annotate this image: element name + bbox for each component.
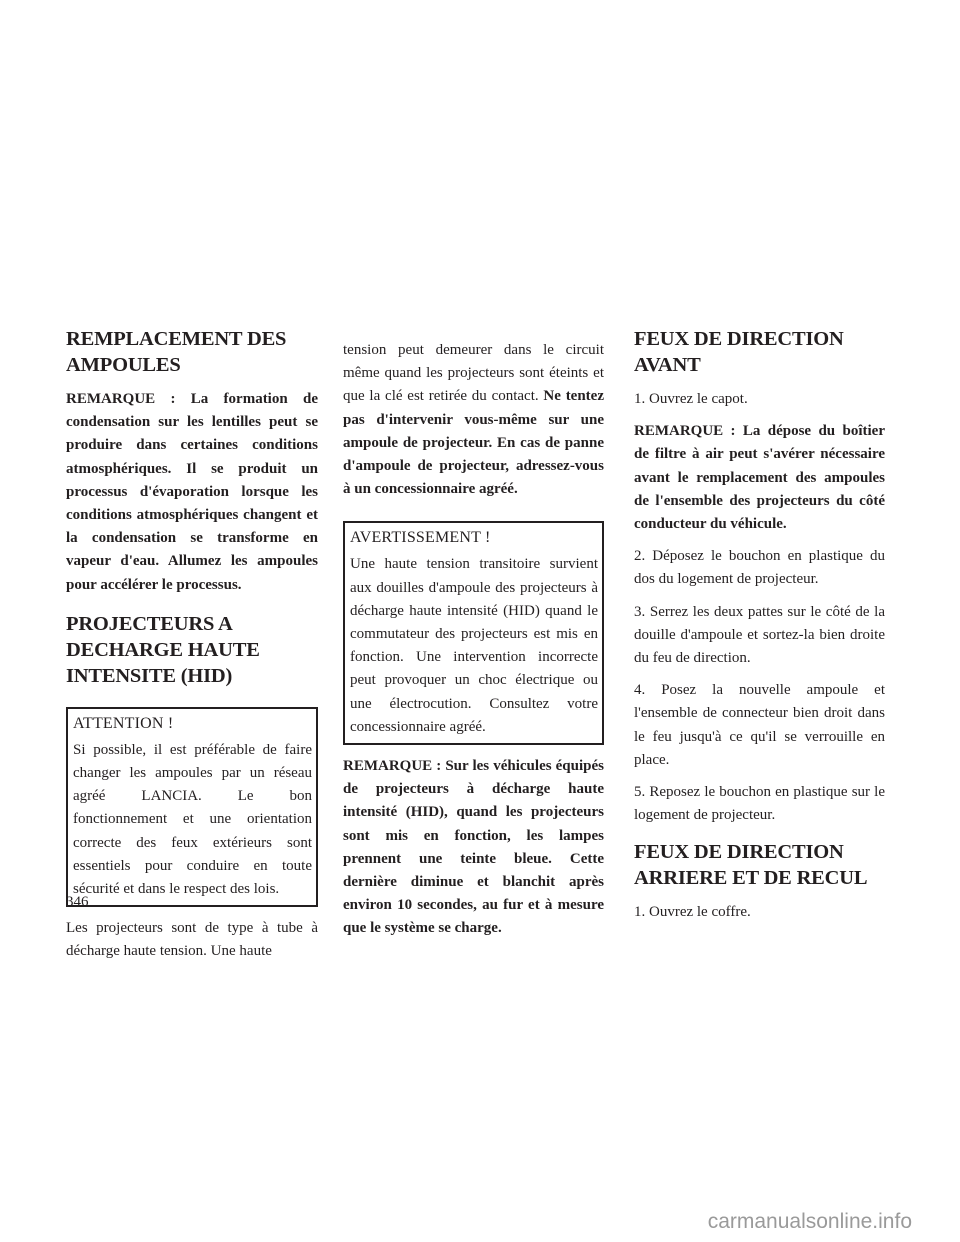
column-1: [66, 326, 318, 973]
warning-text: Une haute tension transitoire survient aux douilles d'ampoule des projecteurs à décharge haute intensité (HID) quand le commutateur des projecteurs est mis en fonction. Une intervention incorrecte peut provoquer un choc électrique ou une électrocution. Consultez votre concessionnaire agréé.: [350, 556, 598, 735]
step-1: 1. Ouvrez le capot.: [634, 391, 748, 407]
step-4: 4. Posez la nouvelle ampoule et l'ensemble de connecteur bien droit dans le feu jusqu'à ce qu'il se verrouille en place.: [634, 682, 885, 768]
caution-box: [66, 707, 318, 907]
warning-box: [343, 521, 604, 745]
section-heading-rear-turn-signals: FEUX DE DIRECTION ARRIERE ET DE RECUL: [634, 841, 868, 890]
step-5: 5. Reposez le bouchon en plastique sur le logement de projecteur.: [634, 784, 885, 824]
step-2: 2. Déposez le bouchon en plastique du dos du logement de projecteur.: [634, 548, 885, 588]
page-number: 346: [66, 894, 89, 910]
section-heading-hid-headlamps: PROJECTEURS A DECHARGE HAUTE INTENSITE (HID): [66, 612, 260, 687]
warning-title: AVERTISSEMENT !: [350, 529, 491, 547]
column-2: [343, 339, 604, 950]
watermark: carmanualsonline.info: [707, 1210, 912, 1233]
section-heading-bulb-replacement: REMPLACEMENT DES AMPOULES: [66, 328, 287, 376]
paragraph-hid-continued: [343, 339, 604, 501]
paragraph-text: tension peut demeurer dans le circuit même quand les projecteurs sont éteints et que la clé est retirée du contact.: [343, 342, 604, 405]
note-condensation: REMARQUE : La formation de condensation sur les lentilles peut se produire dans certaines conditions atmosphériques. Il se produit un processus d'évaporation lorsque les conditions atmosphériques changent et la condensation se transforme en vapeur d'eau. Allumez les ampoules pour accélérer le processus.: [66, 391, 318, 593]
paragraph-hid-intro: Les projecteurs sont de type à tube à décharge haute tension. Une haute: [66, 920, 318, 960]
column-3: [634, 326, 885, 934]
section-heading-front-turn-signals: FEUX DE DIRECTION AVANT: [634, 328, 844, 376]
paragraph-bold-warning: Ne tentez pas d'intervenir vous-même sur une ampoule de projecteur. En cas de panne d'ampoule de projecteur, adressez-vous à un concessionnaire agréé.: [343, 388, 604, 498]
caution-title: ATTENTION !: [73, 714, 174, 732]
note-hid-blue-tint: REMARQUE : Sur les véhicules équipés de projecteurs à décharge haute intensité (HID), quand les projecteurs sont mis en fonction, les lampes prennent une teinte bleue. Cette dernière diminue et blanchit après environ 10 secondes, au fur et à mesure que le système se charge.: [343, 758, 604, 937]
caution-text: Si possible, il est préférable de faire changer les ampoules par un réseau agréé LANCIA. Le bon fonctionnement et une orientation correcte des feux extérieurs sont essentiels pour conduire en toute sécurité et dans le respect des lois.: [73, 741, 312, 898]
note-air-filter: REMARQUE : La dépose du boîtier de filtre à air peut s'avérer nécessaire avant le remplacement des ampoules de l'ensemble des projecteurs du côté conducteur du véhicule.: [634, 423, 885, 533]
step-3: 3. Serrez les deux pattes sur le côté de la douille d'ampoule et sortez-la bien droite du feu de direction.: [634, 603, 885, 667]
step-1-rear: 1. Ouvrez le coffre.: [634, 904, 751, 921]
